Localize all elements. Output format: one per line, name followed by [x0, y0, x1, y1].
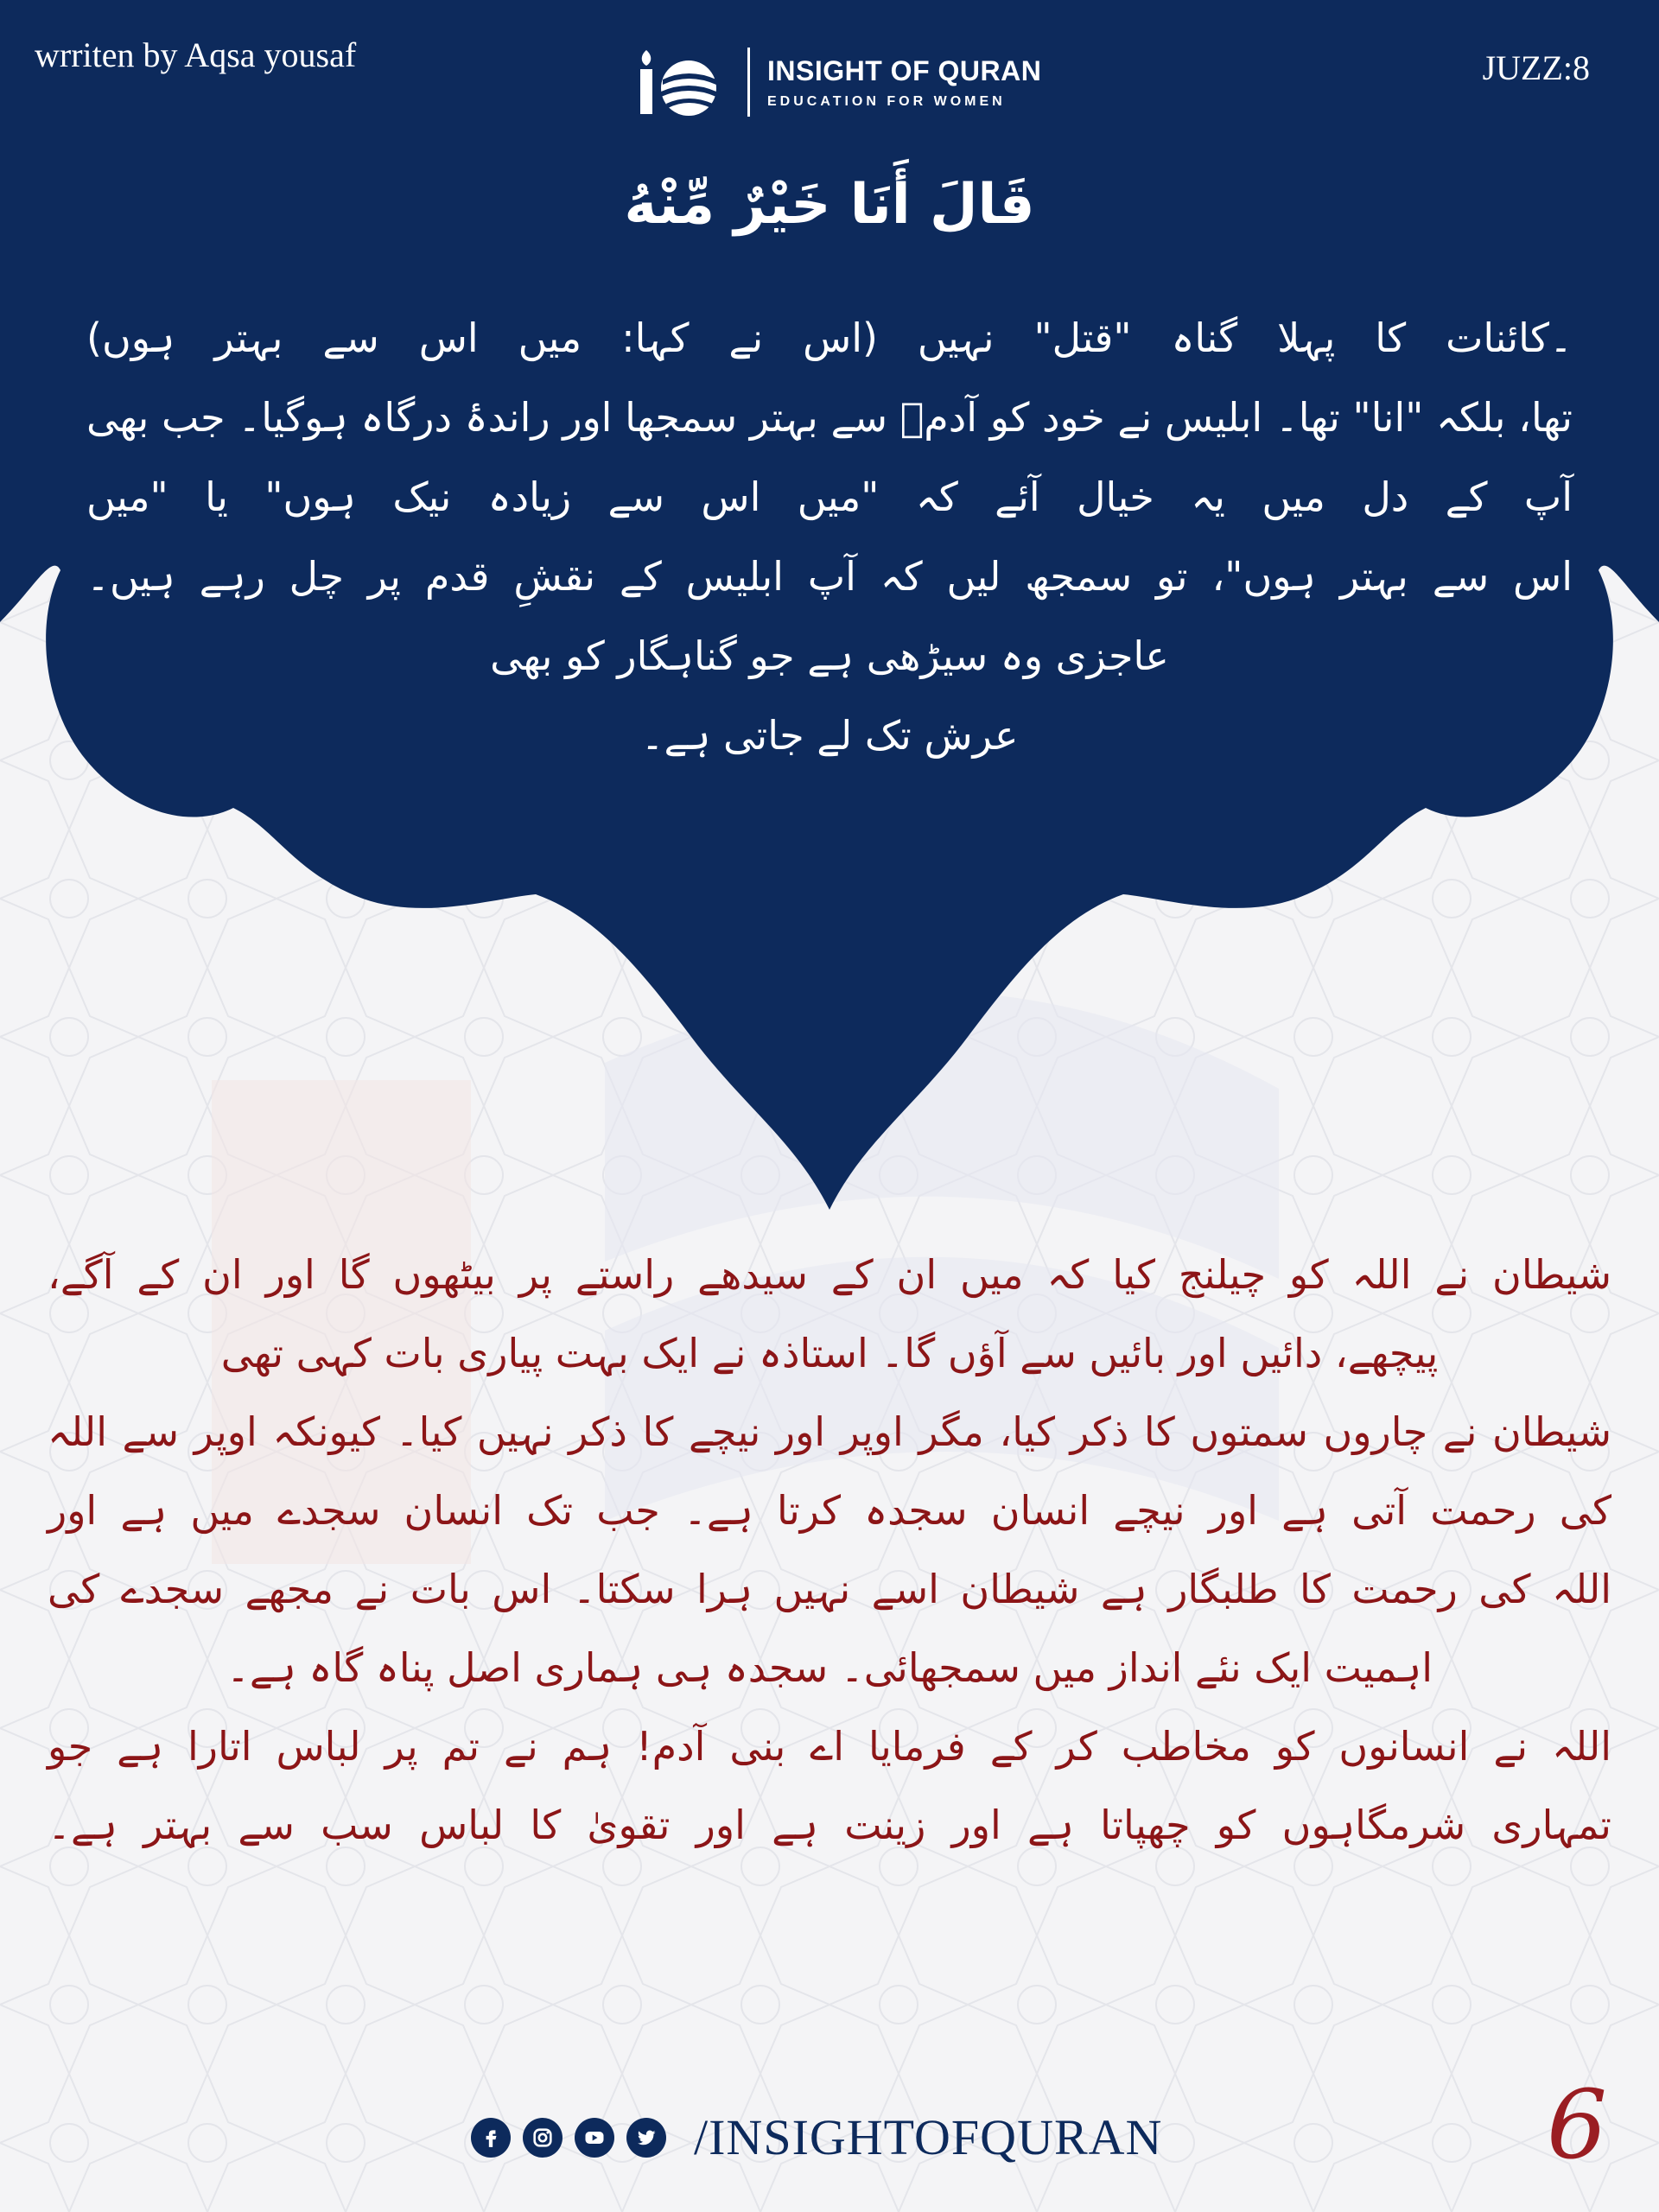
instagram-icon[interactable]	[523, 2118, 563, 2158]
logo-subtitle: EDUCATION FOR WOMEN	[767, 93, 1006, 109]
body-line: شیطان نے اللہ کو چیلنج کیا کہ میں ان کے سیدھے راستے پر بیٹھوں گا اور ان کے آگے،	[48, 1251, 1611, 1298]
logo-icon	[635, 43, 730, 121]
facebook-icon[interactable]	[471, 2118, 511, 2158]
body-line: کی رحمت آتی ہے اور نیچے انسان سجدہ کرتا ہے۔ جب تک انسان سجدے میں ہے اور	[48, 1487, 1611, 1534]
logo-title: INSIGHT OF QURAN	[767, 54, 1042, 86]
intro-line: آپ کے دل میں یہ خیال آئے کہ "میں اس سے زیادہ نیک ہوں" یا "میں	[86, 474, 1573, 520]
author-credit: wrriten by Aqsa yousaf	[35, 35, 357, 74]
brand-logo	[635, 43, 1041, 121]
body-line: تمہاری شرمگاہوں کو چھپاتا ہے اور زینت ہے اور تقویٰ کا لباس سب سے بہتر ہے۔	[48, 1802, 1611, 1848]
body-line: اللہ کی رحمت کا طلبگار ہے شیطان اسے نہیں ہرا سکتا۔ اس بات نے مجھے سجدے کی	[48, 1566, 1611, 1612]
intro-line: عرش تک لے جاتی ہے۔	[640, 712, 1019, 759]
intro-paragraph	[86, 298, 1573, 775]
social-footer	[471, 2108, 1162, 2166]
body-line: شیطان نے چاروں سمتوں کا ذکر کیا، مگر اوپر اور نیچے کا ذکر نہیں کیا۔ کیونکہ اوپر سے اللہ	[48, 1408, 1611, 1455]
logo-divider	[747, 48, 750, 117]
intro-line: اس سے بہتر ہوں"، تو سمجھ لیں کہ آپ ابلیس کے نقشِ قدم پر چل رہے ہیں۔	[86, 553, 1573, 600]
intro-line: تھا، بلکہ "انا" تھا۔ ابلیس نے خود کو آدمؑ سے بہتر سمجھا اور راندۂ درگاہ ہوگیا۔ جب بھی	[86, 394, 1573, 441]
juzz-label: JUZZ:8	[1482, 48, 1590, 87]
intro-line: عاجزی وہ سیڑھی ہے جو گناہگار کو بھی	[490, 632, 1169, 679]
intro-line: ۔کائنات کا پہلا گناہ "قتل" نہیں (اس نے کہا: میں اس سے بہتر ہوں)	[86, 315, 1573, 361]
youtube-icon[interactable]	[575, 2118, 614, 2158]
body-line: اہمیت ایک نئے انداز میں سمجھائی۔ سجدہ ہی ہماری اصل پناہ گاہ ہے۔	[226, 1644, 1433, 1691]
body-paragraph	[48, 1236, 1611, 1865]
body-line: پیچھے، دائیں اور بائیں سے آؤں گا۔ استاذہ نے ایک بہت پیاری بات کہی تھی	[220, 1330, 1439, 1376]
social-handle[interactable]: /INSIGHTOFQURAN	[694, 2109, 1163, 2165]
twitter-icon[interactable]	[626, 2118, 666, 2158]
page-number: 6	[1547, 2069, 1607, 2180]
arabic-verse-title: قَالَ أَنَا خَيْرٌ مِّنْهُ	[624, 173, 1035, 237]
body-line: اللہ نے انسانوں کو مخاطب کر کے فرمایا اے بنی آدم! ہم نے تم پر لباس اتارا ہے جو	[48, 1723, 1611, 1770]
